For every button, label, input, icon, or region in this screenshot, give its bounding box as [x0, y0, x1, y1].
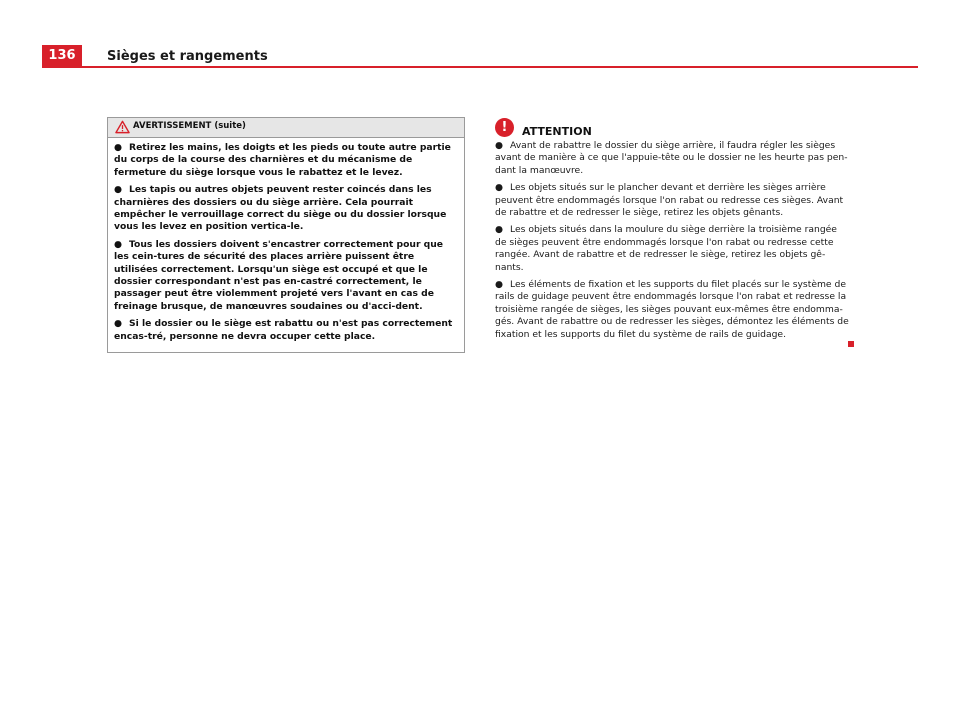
- warning-bullet-item: ● Les tapis ou autres objets peuvent rester coincés dans les charnières des dossiers ou du siège arrière. Cela pourrait empêcher le verrouillage correct du siège ou du dossier lorsque vous les levez en position vertica-le.: [114, 184, 447, 233]
- attention-body: [495, 140, 850, 341]
- bullet-icon: ●: [114, 318, 123, 330]
- warning-triangle-icon: [115, 120, 130, 134]
- warning-bullet-item: ● Si le dossier ou le siège est rabattu ou n'est pas correctement encas-tré, personne ne devra occuper cette place.: [114, 318, 453, 342]
- header-divider: [42, 66, 918, 68]
- warning-bullet-item: ● Tous les dossiers doivent s'encastrer correctement pour que les cein-tures de sécurité des places arrière puissent être utilisées correctement. Lorsqu'un siège est occupé et que le dossier correspondant n'est pas en-castré correctement, le passager peut être violemment projeté vers l'avant en cas de freinage brusque, de manœuvres soudaines ou d'acci-dent.: [114, 238, 444, 312]
- attention-header: [495, 118, 850, 140]
- warning-box: [107, 117, 465, 353]
- warning-title: AVERTISSEMENT (suite): [133, 121, 246, 131]
- attention-bullet-item: ● Avant de rabattre le dossier du siège arrière, il faudra régler les sièges avant de manière à ce que l'appuie-tête ou le dossier ne les heurte pas pen-dant la manœuvre.: [495, 140, 848, 176]
- bullet-icon: ●: [114, 184, 123, 196]
- bullet-icon: ●: [114, 238, 123, 250]
- bullet-icon: ●: [495, 224, 504, 236]
- attention-bullet-item: ● Les éléments de fixation et les supports du filet placés sur le système de rails de guidage peuvent être endommagés lorsque l'on rabat et redresse la troisième rangée de sièges, les sièges pouvant eux-mêmes être endomma-gés. Avant de rabattre ou de redresser les sièges, démontez les éléments de fixation et les supports du filet du système de rails de guidage.: [495, 279, 849, 340]
- attention-title: ATTENTION: [522, 125, 592, 138]
- attention-bullet-item: ● Les objets situés dans la moulure du siège derrière la troisième rangée de sièges peuvent être endommagés lorsque l'on rabat ou redresse cette rangée. Avant de rabattre et de redresser le siège, retirez les objets gê-nants.: [495, 224, 837, 273]
- bullet-icon: ●: [495, 279, 504, 291]
- warning-bullet-item: ● Retirez les mains, les doigts et les pieds ou toute autre partie du corps de la course des charnières et du mécanisme de fermeture du siège lorsque vous le rabattez et le levez.: [114, 142, 451, 178]
- warning-header: [108, 118, 464, 138]
- attention-bullet-item: ● Les objets situés sur le plancher devant et derrière les sièges arrière peuvent être endommagés lorsque l'on rabat ou redresse ces sièges. Avant de rabattre et de redresser le siège, retirez les objets gênants.: [495, 182, 844, 219]
- warning-body: [108, 138, 464, 343]
- section-end-marker: [848, 341, 854, 347]
- bullet-icon: ●: [495, 182, 504, 194]
- attention-section: [495, 118, 850, 346]
- section-title: Sièges et rangements: [107, 49, 268, 64]
- bullet-icon: ●: [495, 140, 504, 151]
- bullet-icon: ●: [114, 142, 123, 153]
- exclamation-circle-icon: !: [495, 118, 514, 137]
- page-number: 136: [42, 45, 82, 67]
